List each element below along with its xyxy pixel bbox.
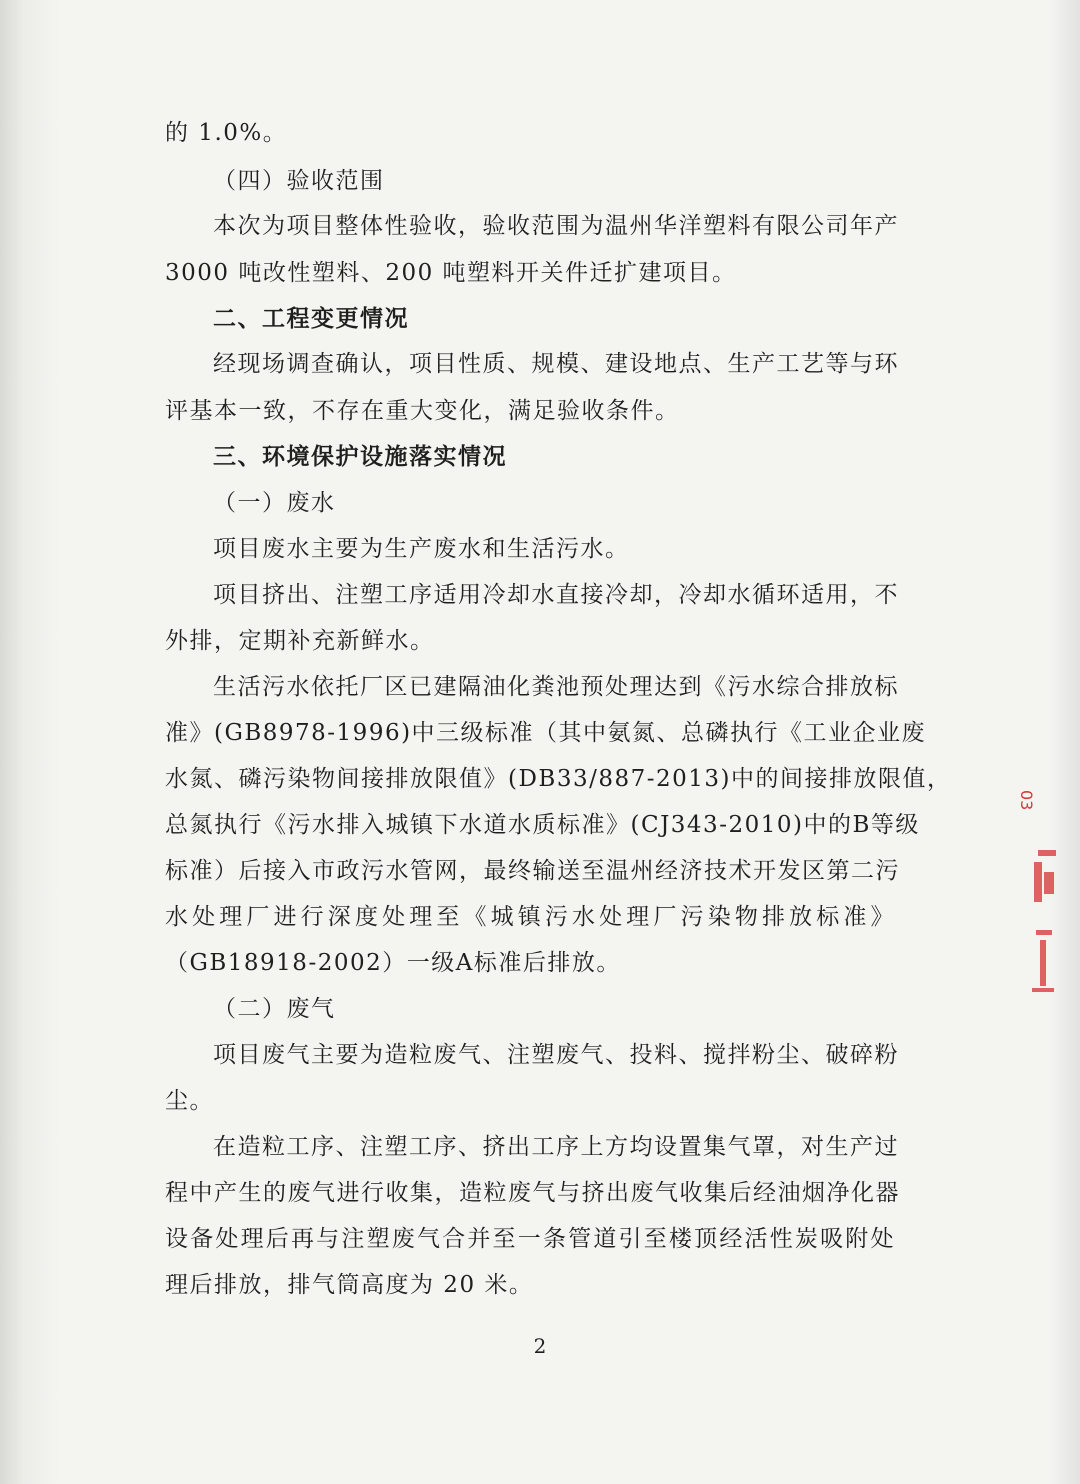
paragraph-line: 项目挤出、注塑工序适用冷却水直接冷却，冷却水循环适用，不 (213, 582, 899, 608)
seal-mark (1044, 872, 1054, 894)
seal-mark (1036, 930, 1052, 935)
paragraph-line: （GB18918-2002）一级A标准后排放。 (165, 950, 621, 976)
red-seal-fragment (1017, 790, 1058, 1000)
seal-mark (1034, 862, 1042, 902)
paragraph-line: 经现场调查确认，项目性质、规模、建设地点、生产工艺等与环 (213, 351, 899, 377)
seal-mark (1038, 850, 1056, 856)
seal-fragment-text: 03 (1017, 790, 1036, 811)
seal-mark (1032, 988, 1054, 992)
subheading-waste-gas: （二）废气 (213, 996, 336, 1022)
paragraph-line: 标准）后接入市政污水管网，最终输送至温州经济技术开发区第二污 (165, 858, 900, 884)
paragraph-line: 水氮、磷污染物间接排放限值》(DB33/887-2013)中的间接排放限值， (165, 766, 952, 792)
seal-mark (1040, 940, 1046, 986)
paragraph-line: 理后排放，排气筒高度为 20 米。 (165, 1272, 534, 1298)
paragraph-line: 外排，定期补充新鲜水。 (165, 628, 435, 654)
subheading-acceptance-scope: （四）验收范围 (213, 168, 385, 194)
paragraph-line: 准》(GB8978-1996)中三级标准（其中氨氮、总磷执行《工业企业废 (165, 720, 927, 746)
paragraph-line: 本次为项目整体性验收，验收范围为温州华洋塑料有限公司年产 (213, 213, 899, 239)
paragraph-line: 生活污水依托厂区已建隔油化粪池预处理达到《污水综合排放标 (213, 674, 899, 700)
paragraph-line: 程中产生的废气进行收集，造粒废气与挤出废气收集后经油烟净化器 (165, 1180, 900, 1206)
section-heading-environmental-facilities: 三、环境保护设施落实情况 (213, 443, 507, 470)
paragraph-line: 尘。 (165, 1088, 214, 1114)
paragraph-line: 评基本一致，不存在重大变化，满足验收条件。 (165, 398, 680, 424)
section-heading-engineering-changes: 二、工程变更情况 (213, 305, 409, 332)
page-number: 2 (533, 1334, 547, 1358)
subheading-wastewater: （一）废水 (213, 490, 336, 516)
paragraph-line: 总氮执行《污水排入城镇下水道水质标准》(CJ343-2010)中的B等级 (165, 812, 920, 838)
text-line-continuation: 的 1.0%。 (165, 120, 288, 146)
paragraph-line: 在造粒工序、注塑工序、挤出工序上方均设置集气罩，对生产过 (213, 1134, 899, 1160)
paragraph-line: 项目废水主要为生产废水和生活污水。 (213, 536, 630, 562)
paragraph-line: 设备处理后再与注塑废气合并至一条管道引至楼顶经活性炭吸附处 (165, 1226, 895, 1252)
paragraph-line: 3000 吨改性塑料、200 吨塑料开关件迁扩建项目。 (165, 260, 737, 286)
paragraph-line: 项目废气主要为造粒废气、注塑废气、投料、搅拌粉尘、破碎粉 (213, 1042, 899, 1068)
paragraph-line: 水处理厂进行深度处理至《城镇污水处理厂污染物排放标准》 (165, 904, 895, 930)
